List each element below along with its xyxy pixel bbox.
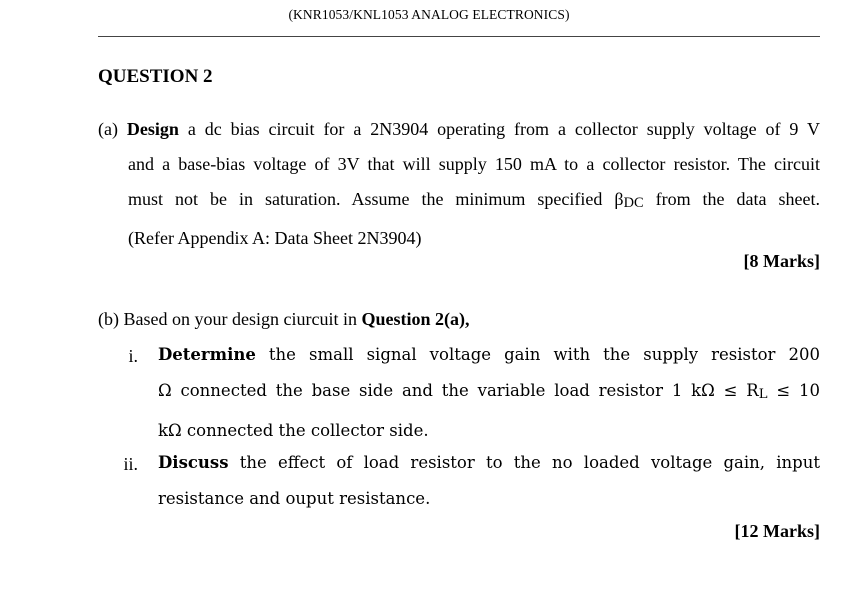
course-header: (KNR1053/KNL1053 ANALOG ELECTRONICS) [288,7,570,22]
item-i-line-2 [158,373,820,413]
item-body [158,337,820,449]
part-a [98,112,820,256]
item-body [158,445,820,517]
part-a-line-4: (Refer Appendix A: Data Sheet 2N3904) [128,228,422,249]
beta-dc-symbol: $\beta_{DC}$ [614,189,644,212]
part-b-reference: Question 2(a), [361,309,470,329]
item-i-line-1-text: the small signal voltage gain with the supply resistor 200 [268,345,821,364]
part-b-item-ii [98,445,820,520]
part-a-line-2: and a base-bias voltage of 3V that will supply 150 mA to a collector resistor. The circuit [128,154,820,174]
part-b-intro [98,309,469,330]
item-ii-keyword: Discuss [158,453,229,472]
part-a-line-3-post: from the data sheet. [655,189,821,209]
item-number: i. [128,346,138,366]
item-ii-line-1-text: the effect of load resistor to the no loaded voltage gain, input [239,453,820,472]
item-ii-line-1 [158,445,820,481]
part-a-line-1-text: a dc bias circuit for a 2N3904 operating from a collector supply voltage of 9 V [187,119,821,139]
item-ii-line-2: resistance and ouput resistance. [158,489,431,508]
part-a-keyword: Design [126,119,179,139]
part-a-line-3 [98,182,820,221]
item-i-line-1 [158,337,820,373]
question-title: QUESTION 2 [98,66,213,87]
item-i-line-3: kΩ connected the collector side. [158,420,429,440]
part-a-line-3-pre: must not be in saturation. Assume the minimum specified [128,189,603,209]
part-b-item-i [98,337,820,447]
header-divider [98,36,820,37]
item-number: ii. [123,454,138,474]
part-a-line-1 [98,112,820,147]
part-a-label: (a) [98,119,118,139]
load-resistor-subscript: L [758,386,768,402]
part-b-intro-text: (b) Based on your design ciurcuit in [98,309,357,329]
item-i-keyword: Determine [158,345,256,364]
item-i-line-2-post: ≤ 10 [776,381,820,400]
part-a-marks: [8 Marks] [743,251,820,271]
part-b-marks: [12 Marks] [734,521,820,541]
item-i-line-2-pre: Ω connected the base side and the variable load resistor 1 kΩ ≤ R [158,381,759,400]
